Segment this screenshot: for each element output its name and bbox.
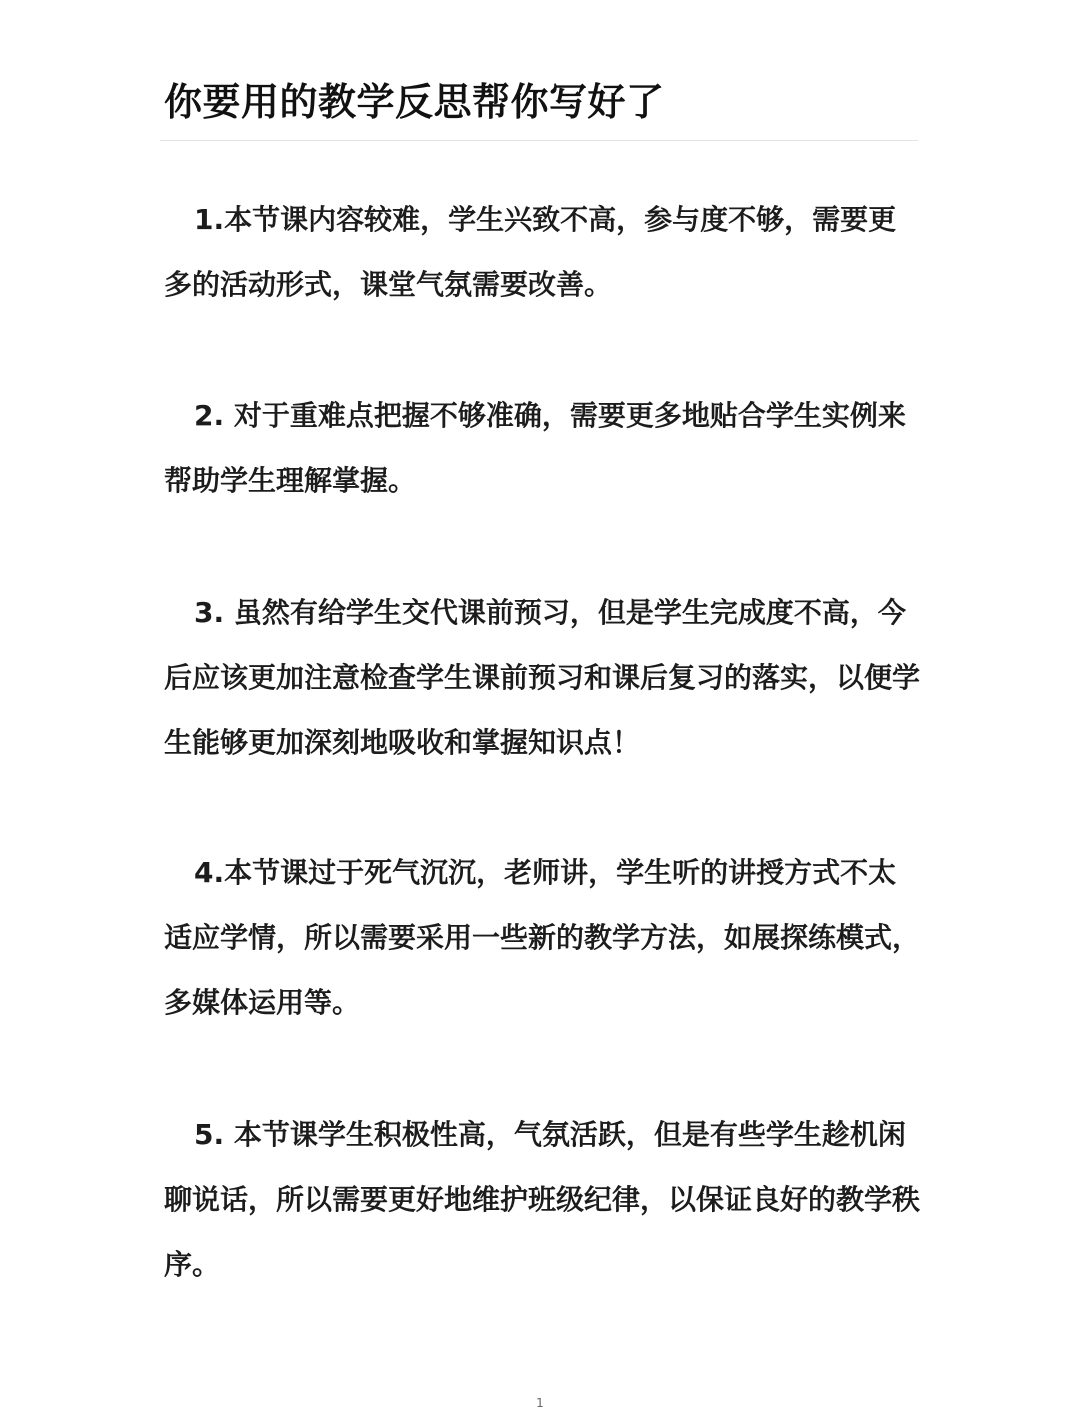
reflection-paragraph-2: 2. 对于重难点把握不够准确，需要更多地贴合学生实例来帮助学生理解掌握。 (164, 399, 906, 497)
reflection-paragraph-3: 3. 虽然有给学生交代课前预习，但是学生完成度不高，今后应该更加注意检查学生课前预习和课后复习的落实，以便学生能够更加深刻地吸收和掌握知识点！ (164, 596, 921, 759)
page-title: 你要用的教学反思帮你写好了 (164, 80, 665, 124)
reflection-paragraph-5: 5. 本节课学生积极性高，气氛活跃，但是有些学生趁机闲聊说话，所以需要更好地维护班级纪律，以保证良好的教学秩序。 (164, 1118, 921, 1281)
reflection-paragraph-4: 4.本节课过于死气沉沉，老师讲，学生听的讲授方式不太适应学情，所以需要采用一些新的教学方法，如展探练模式，多媒体运用等。 (164, 856, 921, 1019)
page-number: 1 (536, 1396, 544, 1410)
reflection-paragraph-1: 1.本节课内容较难，学生兴致不高，参与度不够，需要更多的活动形式，课堂气氛需要改善。 (164, 203, 897, 301)
title-divider (160, 140, 918, 141)
